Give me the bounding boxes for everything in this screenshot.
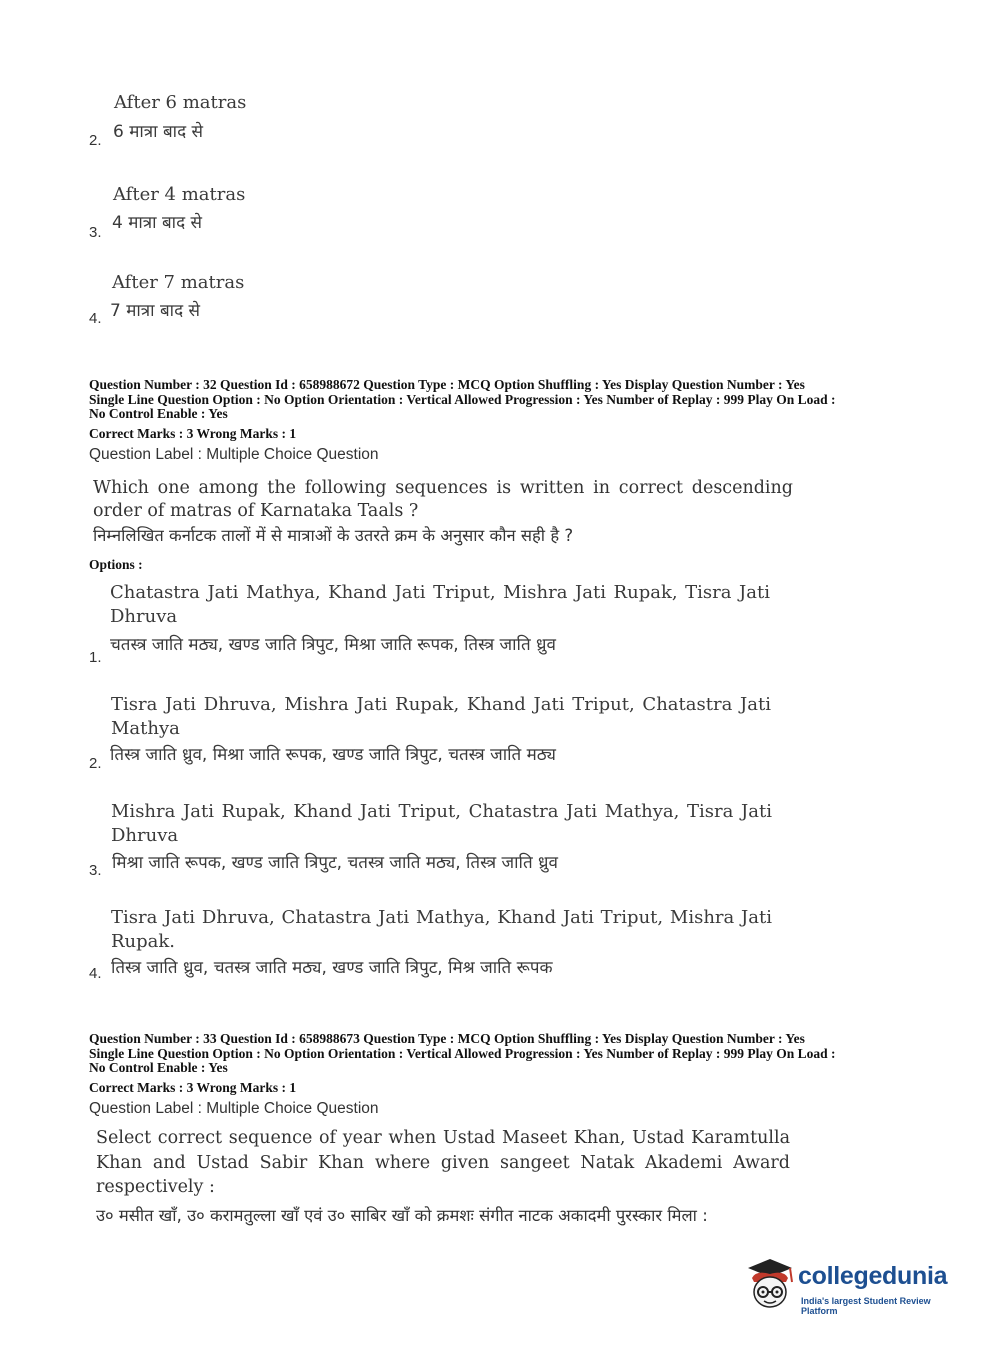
option-1-en[interactable]: Chatastra Jati Mathya, Khand Jati Triput, Mishra Jati Rupak, Tisra Jati Dhruva xyxy=(110,582,770,627)
meta-line-1: Question Number : 33 Question Id : 658988673 Question Type : MCQ Option Shuffling : Yes Display Question Number : Yes xyxy=(89,1031,805,1046)
question-meta xyxy=(89,1032,919,1076)
prev-option-4-en: After 7 matras xyxy=(112,272,245,293)
option-3-num: 3. xyxy=(89,862,102,879)
prev-option-3-hi: 4 मात्रा बाद से xyxy=(112,213,203,233)
question-label: Question Label : Multiple Choice Question xyxy=(89,446,379,463)
prev-option-3-num: 3. xyxy=(89,224,102,241)
question-meta xyxy=(89,378,919,422)
prev-option-3-en: After 4 matras xyxy=(113,184,246,205)
question-text-en: Which one among the following sequences is written in correct descending order of matras of Karnataka Taals ? xyxy=(93,478,793,521)
options-heading: Options : xyxy=(89,557,143,572)
question-text-hi: उ० मसीत खाँ, उ० करामतुल्ला खाँ एवं उ० साबिर खाँ को क्रमशः संगीत नाटक अकादमी पुरस्कार मिला : xyxy=(96,1206,708,1225)
question-text-hi: निम्नलिखित कर्नाटक तालों में से मात्राओं के उतरते क्रम के अनुसार कौन सही है ? xyxy=(93,526,574,545)
mascot-icon xyxy=(742,1256,798,1312)
prev-option-2-en: After 6 matras xyxy=(114,92,247,113)
prev-option-2-num: 2. xyxy=(89,132,102,149)
option-3-en[interactable]: Mishra Jati Rupak, Khand Jati Triput, Chatastra Jati Mathya, Tisra Jati Dhruva xyxy=(111,801,772,846)
option-1-hi[interactable]: चतस्त्र जाति मठ्य, खण्ड जाति त्रिपुट, मिश्रा जाति रूपक, तिस्त्र जाति ध्रुव xyxy=(110,635,556,655)
option-4-en[interactable]: Tisra Jati Dhruva, Chatastra Jati Mathya, Khand Jati Triput, Mishra Jati Rupak. xyxy=(111,907,772,952)
prev-option-2-hi: 6 मात्रा बाद से xyxy=(113,122,204,142)
brand-name: collegedunia xyxy=(798,1262,948,1290)
meta-line-3: No Control Enable : Yes xyxy=(89,406,228,421)
option-2-en[interactable]: Tisra Jati Dhruva, Mishra Jati Rupak, Khand Jati Triput, Chatastra Jati Mathya xyxy=(111,694,771,739)
question-marks: Correct Marks : 3 Wrong Marks : 1 xyxy=(89,426,297,441)
option-4-hi[interactable]: तिस्त्र जाति ध्रुव, चतस्त्र जाति मठ्य, खण्ड जाति त्रिपुट, मिश्र जाति रूपक xyxy=(111,958,553,978)
prev-option-4-num: 4. xyxy=(89,310,102,327)
option-2-hi[interactable]: तिस्त्र जाति ध्रुव, मिश्रा जाति रूपक, खण्ड जाति त्रिपुट, चतस्त्र जाति मठ्य xyxy=(110,745,556,765)
question-text-en: Select correct sequence of year when Ustad Maseet Khan, Ustad Karamtulla Khan and Ustad Sabir Khan where given sangeet Natak Akademi Award respectively : xyxy=(96,1128,790,1197)
prev-option-4-hi: 7 मात्रा बाद से xyxy=(110,301,201,321)
brand-tagline: India's largest Student Review Platform xyxy=(801,1296,931,1316)
question-label: Question Label : Multiple Choice Question xyxy=(89,1100,379,1117)
option-3-hi[interactable]: मिश्रा जाति रूपक, खण्ड जाति त्रिपुट, चतस्त्र जाति मठ्य, तिस्त्र जाति ध्रुव xyxy=(112,853,558,873)
meta-line-3: No Control Enable : Yes xyxy=(89,1060,228,1075)
option-1-num: 1. xyxy=(89,649,102,666)
collegedunia-watermark xyxy=(742,1256,967,1316)
meta-line-2: Single Line Question Option : No Option Orientation : Vertical Allowed Progression : Yes Number of Replay : 999 Play On Load : xyxy=(89,391,836,407)
option-4-num: 4. xyxy=(89,965,102,982)
question-marks: Correct Marks : 3 Wrong Marks : 1 xyxy=(89,1080,297,1095)
option-2-num: 2. xyxy=(89,755,102,772)
meta-line-2: Single Line Question Option : No Option Orientation : Vertical Allowed Progression : Yes Number of Replay : 999 Play On Load : xyxy=(89,1045,836,1061)
meta-line-1: Question Number : 32 Question Id : 658988672 Question Type : MCQ Option Shuffling : Yes Display Question Number : Yes xyxy=(89,377,805,392)
